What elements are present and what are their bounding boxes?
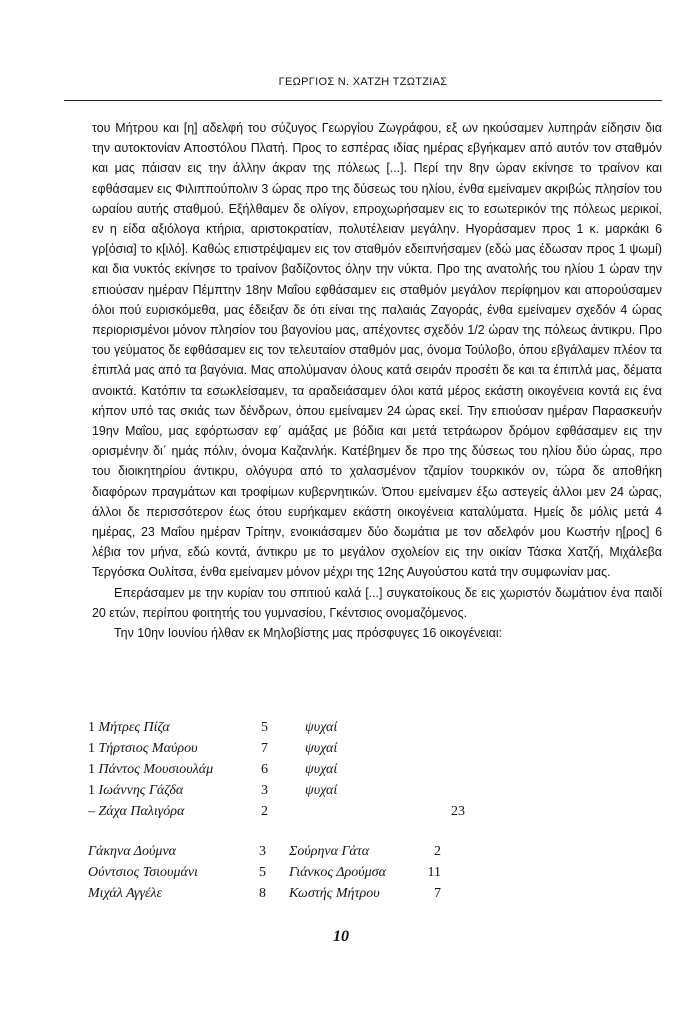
list-item [88, 741, 465, 762]
list-prefix: – [88, 804, 99, 819]
refugee-families-list [88, 720, 465, 825]
family-name: Ούντσιος Τσιουμάνι [88, 865, 198, 880]
family-count: 6 [261, 762, 268, 777]
list-item [88, 720, 465, 741]
family-total [405, 783, 465, 804]
family-name: Τήρτσιος Μαύρου [98, 741, 198, 756]
list-prefix: 1 [88, 783, 99, 798]
family-count: 7 [261, 741, 268, 756]
family-total [405, 720, 465, 741]
running-header: ΓΕΩΡΓΙΟΣ Ν. ΧΑΤΖΗ ΤΖΩΤΖΙΑΣ [278, 76, 448, 88]
list-prefix: 1 [88, 741, 99, 756]
family-total: 23 [451, 804, 465, 819]
count-unit: ψυχαί [305, 762, 338, 777]
paragraph: Την 10ην Ιουνίου ήλθαν εκ Μηλοβίστης μας πρόσφυγες 16 οικογένειαι: [114, 626, 503, 641]
family-name: Σούρηνα Γάτα [289, 844, 370, 859]
count-unit [305, 804, 405, 825]
family-count: 3 [259, 844, 266, 859]
family-count: 11 [427, 865, 441, 880]
count-unit: ψυχαί [305, 783, 338, 798]
family-count: 8 [259, 886, 266, 901]
family-name: Γάκηνα Δούμνα [88, 844, 177, 859]
count-unit: ψυχαί [305, 741, 338, 756]
paragraph: Επεράσαμεν με την κυρίαν του σπιτιού καλά [...] συγκατοίκους δε εις χωριστόν δωμάτιον ένα παιδί 20 ετών, περίπου φοιτητής του γυμνασίου, Γκέντσιος ονομαζόμενος. [92, 585, 662, 620]
family-count: 7 [434, 886, 441, 901]
list-item [88, 886, 441, 907]
body-text [92, 118, 662, 643]
family-total [405, 741, 465, 762]
family-name: Ιωάννης Γάζδα [98, 783, 184, 798]
family-name: Κωστής Μήτρου [289, 886, 380, 901]
paragraph: του Μήτρου και [η] αδελφή του σύζυγος Γεωργίου Ζωγράφου, εξ ων ηκούσαμεν λυπηράν είδησιν δια την αυτοκτονίαν Αποστόλου Πλατή. Προς το εσπέρας ιδίας ημέρας εβγήκαμεν από αυτόν τον σταθμόν και μας πάισαν εις την άλλην άκραν της πόλεως [...]. Περί την 8ην ώραν εκίνησε το τραίνον και εφθάσαμεν εις Φιλιππούπολιν 3 ώρας προ της δύσεως του ηλίου, ένθα εμείναμεν ακριβώς πλησίον του ωραίου αυτής σταθμού. Εξήλθαμεν δε ολίγον, επροχωρήσαμεν εις το εσωτερικόν της πόλεως μερικοί, εν η είδα αξιόλογα κτήρια, αριστοκρατίαν, πολυτέλειαν μεγάλην. Ηγοράσαμεν προς 1 κ. μαρκάκι 6 γρ[όσια] το κ[ιλό]. Καθώς επιστρέψαμεν εις τον σταθμόν εδειπνήσαμεν (εδώ μας έδωσαν προς 1 ψωμί) και δια νυκτός εκίνησε το τραίνον βαδίζοντος όλην την νύκτα. Προ της ανατολής του ηλίου 1 ώραν την επιούσαν ημέραν Πέμπτην 18ην Μαΐου εφθάσαμεν εις σταθμόν μεγάλον περίφημον και απορούσαμεν όλοι πού ευρισκόμεθα, μας έδειξαν δε ότι είναι της παλαιάς Ζαγοράς, ένθα εμείναμεν σχεδόν 4 ώρας περιορισμένοι μόνον πλησίον του βαγονίου μας, απέχοντες σχεδόν 1/2 ώραν της πόλεως άντικρυ. Προ του γεύματος δε εφθάσαμεν εις τον τελευταίον σταθμόν μας, όνομα Τούλοβο, όπου εβγάλαμεν πλέον τα έπιπλά μας από τα βαγόνια. Μας απολύμαναν όλους κατά σειράν προσέτι δε και τα έπιπλά μας, δέματα ανοικτά. Κατόπιν τα εσωκλείσαμεν, τα αραδειάσαμεν όλοι κατά μέρος εκάστη οικογένεια κοντά εις ένα κήπον υπό τας σκιάς των δένδρων, όπου εμείναμεν 24 ώρας εκεί. Την επιούσαν ημέραν Παρασκευήν 19ην Μαΐου, μας εφόρτωσαν εφ΄ αμάξας με βόδια και μετά τετράωρον δρόμον εφθάσαμεν εις την ορισμένην δι΄ ημάς πόλιν, όνομα Καζανλήκ. Κατέβημεν δε προ της δύσεως του ηλίου δύο ώρας, προ του διοικητηρίου άντικρυ, ολόγυρα από το χαλασμένον τζαμίον τουρκικόν ον, τώρα δε αποθήκη διαφόρων πραγμάτων και τροφίμων κυβερνητικών. Όπου εμείναμεν έξω αστεγείς άλλοι μεν 24 ώρας, άλλοι δε περισσότερον έως ότου ευρήκαμεν εκάστη οικογένεια καταλύματα. Ημείς δε μόλις μετά 4 ημέρας, 23 Μαΐου ημέραν Τρίτην, ενοικιάσαμεν δύο δωμάτια με τον αδελφόν μου Κωστήν η[ρος] 6 λέβια τον μήνα, εδώ κοντά, άντικρυ με το μεγάλον σχολείον εις την οικίαν Τάσκα Χατζή, Μιχάλεβα Τεργόσκα Ουλίτσα, ένθα εμείναμεν μόνον μέχρι της 12ης Αυγούστου κατά την συμφωνίαν μας. [92, 121, 662, 580]
list-item [88, 804, 465, 825]
family-count: 2 [261, 804, 268, 819]
list-item [88, 783, 465, 804]
list-item [88, 865, 441, 886]
page-number: 10 [333, 928, 349, 945]
list-prefix: 1 [88, 720, 99, 735]
family-name: Πάντος Μουσιουλάμ [98, 762, 214, 777]
list-prefix: 1 [88, 762, 99, 777]
refugee-families-grid [88, 844, 441, 907]
count-unit: ψυχαί [305, 720, 338, 735]
family-name: Ζάχα Παλιγόρα [98, 804, 185, 819]
family-name: Γιάνκος Δρούμσα [289, 865, 386, 880]
family-name: Μήτρες Πίζα [98, 720, 170, 735]
family-count: 5 [259, 865, 266, 880]
family-count: 2 [434, 844, 441, 859]
family-count: 5 [261, 720, 268, 735]
family-total [405, 762, 465, 783]
header-rule [64, 100, 662, 101]
list-item [88, 844, 441, 865]
family-count: 3 [261, 783, 268, 798]
family-name: Μιχάλ Αγγέλε [88, 886, 163, 901]
list-item [88, 762, 465, 783]
